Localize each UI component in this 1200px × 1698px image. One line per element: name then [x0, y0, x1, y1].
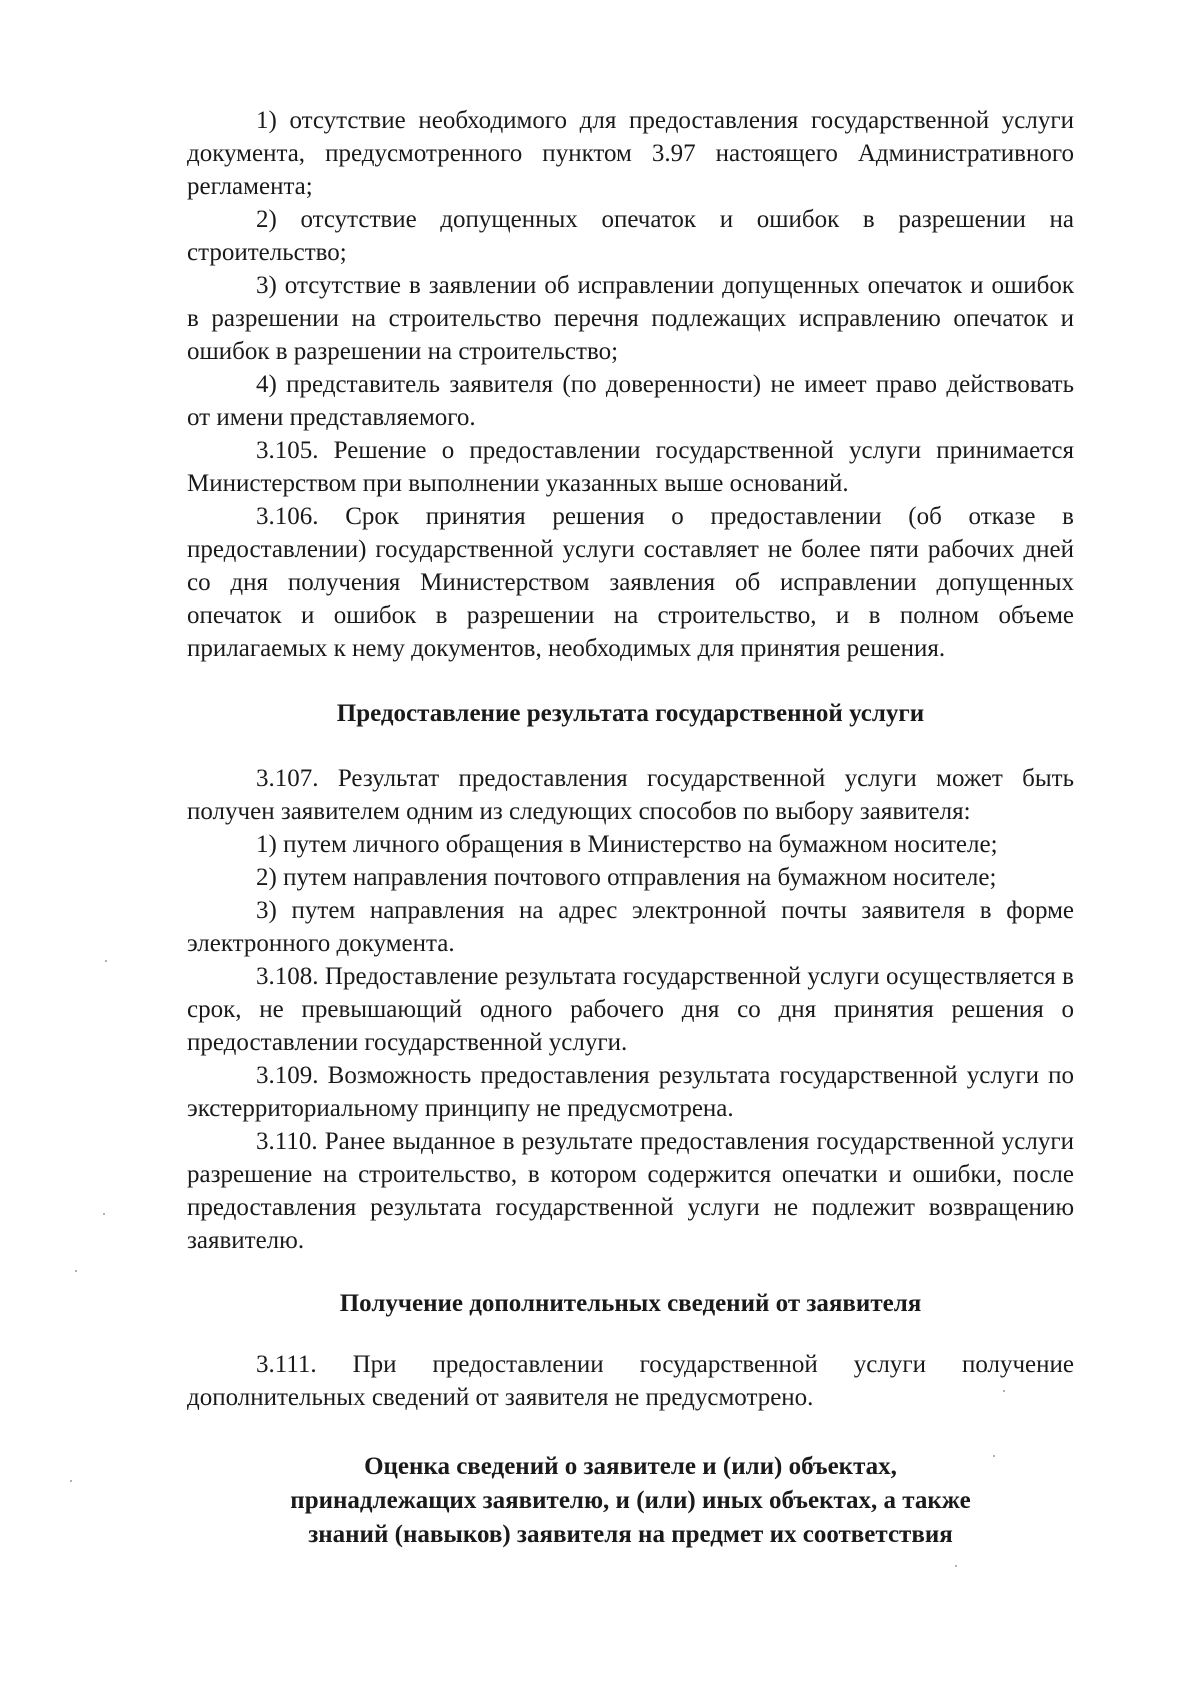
paragraph: 2) отсутствие допущенных опечаток и ошибок в разрешении на строительство;	[187, 206, 1074, 266]
scan-speck	[993, 1455, 995, 1457]
paragraph: 3.108. Предоставление результата государственной услуги осуществляется в срок, не превышающий одного рабочего дня со дня принятия решения о предоставлении государственной услуги.	[187, 963, 1074, 1056]
section-heading-block	[187, 1287, 1074, 1320]
paragraph: 3) путем направления на адрес электронной почты заявителя в форме электронного документа.	[187, 897, 1074, 957]
paragraph: 2) путем направления почтового отправления на бумажном носителе;	[256, 864, 997, 891]
section-c	[187, 1348, 1074, 1414]
paragraph: 3) отсутствие в заявлении об исправлении допущенных опечаток и ошибок в разрешении на строительство перечня подлежащих исправлению опечаток и ошибок в разрешении на строительство;	[187, 272, 1074, 365]
section-heading-line: знаний (навыков) заявителя на предмет их соответствия	[308, 1521, 953, 1548]
section-heading: Предоставление результата государственной услуги	[336, 700, 925, 727]
paragraph: 3.106. Срок принятия решения о предоставлении (об отказе в предоставлении) государственной услуги составляет не более пяти рабочих дней со дня получения Министерством заявления об исправлении допущенных опечаток и ошибок в разрешении на строительство, и в полном объеме прилагаемых к нему документов, необходимых для принятия решения.	[187, 503, 1074, 662]
paragraph: 1) путем личного обращения в Министерство на бумажном носителе;	[256, 831, 998, 858]
paragraph: 3.111. При предоставлении государственной услуги получение дополнительных сведений от заявителя не предусмотрено.	[187, 1351, 1074, 1411]
section-b	[187, 762, 1074, 1257]
paragraph: 3.107. Результат предоставления государственной услуги может быть получен заявителем одним из следующих способов по выбору заявителя:	[187, 765, 1074, 825]
section-heading-line: принадлежащих заявителю, и (или) иных объектах, а также	[290, 1487, 971, 1514]
paragraph: 4) представитель заявителя (по доверенности) не имеет право действовать от имени представляемого.	[187, 371, 1074, 431]
scan-speck	[105, 960, 107, 962]
section-heading-block	[187, 1450, 1074, 1552]
section-a	[187, 104, 1074, 665]
scan-speck	[103, 1213, 105, 1215]
scan-speck	[955, 1565, 957, 1567]
paragraph: 1) отсутствие необходимого для предоставления государственной услуги документа, предусмотренного пунктом 3.97 настоящего Административного регламента;	[187, 107, 1074, 200]
paragraph: 3.110. Ранее выданное в результате предоставления государственной услуги разрешение на строительство, в котором содержится опечатки и ошибки, после предоставления результата государственной услуги не подлежит возвращению заявителю.	[187, 1128, 1074, 1254]
section-heading: Получение дополнительных сведений от заявителя	[339, 1290, 922, 1317]
scan-speck	[75, 1270, 77, 1272]
paragraph: 3.105. Решение о предоставлении государственной услуги принимается Министерством при выполнении указанных выше оснований.	[187, 437, 1074, 497]
scan-speck	[1003, 1390, 1005, 1392]
scan-speck	[70, 1480, 72, 1482]
paragraph: 3.109. Возможность предоставления результата государственной услуги по экстерриториальному принципу не предусмотрена.	[187, 1062, 1074, 1122]
section-heading-block	[187, 697, 1074, 730]
section-heading-line: Оценка сведений о заявителе и (или) объектах,	[364, 1453, 897, 1480]
